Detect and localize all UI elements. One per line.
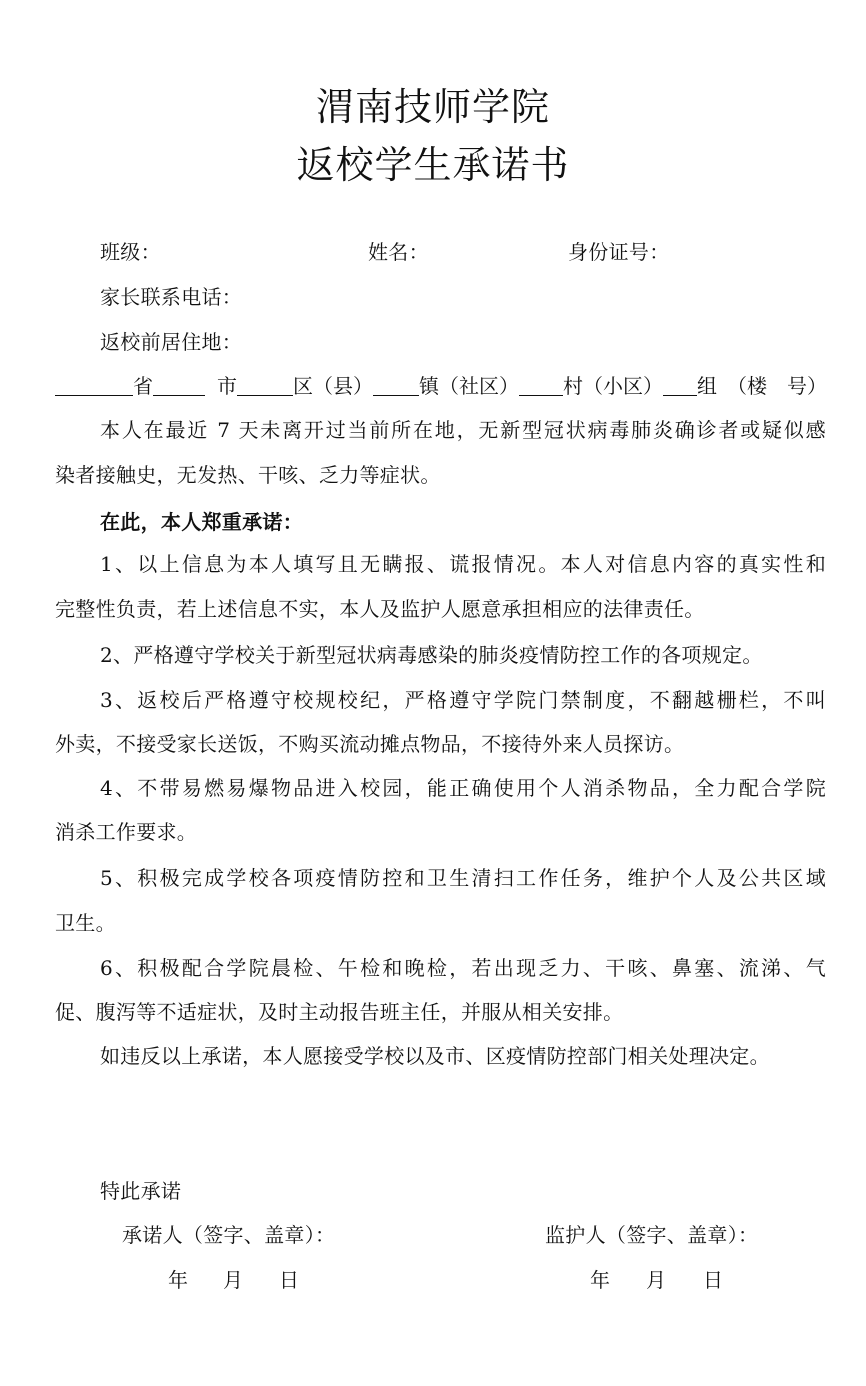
city-label: 市 xyxy=(217,374,237,398)
item-4-line-1: 4、不带易燃易爆物品进入校园，能正确使用个人消杀物品，全力配合学院 xyxy=(100,776,826,800)
special-promise-label: 特此承诺 xyxy=(100,1179,182,1203)
group-label: 组 xyxy=(697,374,717,398)
city-gap-blank xyxy=(153,375,205,396)
promiser-date-year: 年 xyxy=(168,1268,189,1292)
residence-field-label: 返校前居住地： xyxy=(100,330,243,354)
village-label: 村（小区） xyxy=(563,374,663,398)
province-label: 省 xyxy=(133,374,153,398)
closing-statement: 如违反以上承诺，本人愿接受学校以及市、区疫情防控部门相关处理决定。 xyxy=(100,1044,770,1068)
item-6-line-1: 6、积极配合学院晨检、午检和晚检，若出现乏力、干咳、鼻塞、流涕、气 xyxy=(100,956,826,980)
class-field-label: 班级： xyxy=(100,240,161,264)
district-label: 区（县） xyxy=(293,374,373,398)
building-label: （楼 号） xyxy=(727,374,827,398)
promise-heading: 在此，本人郑重承诺： xyxy=(100,510,303,534)
item-3-line-1: 3、返校后严格遵守校规校纪，严格遵守学院门禁制度，不翻越栅栏，不叫 xyxy=(100,688,826,712)
item-5-line-2: 卫生。 xyxy=(55,911,116,935)
group-blank xyxy=(663,375,697,396)
town-label: 镇（社区） xyxy=(419,374,519,398)
name-field-label: 姓名： xyxy=(368,240,429,264)
statement-line-2: 染者接触史，无发热、干咳、乏力等症状。 xyxy=(55,463,441,487)
promiser-date-day: 日 xyxy=(279,1268,300,1292)
statement-line-1: 本人在最近 7 天未离开过当前所在地，无新型冠状病毒肺炎确诊者或疑似感 xyxy=(100,418,826,442)
town-blank xyxy=(373,375,419,396)
guardian-date-day: 日 xyxy=(703,1268,724,1292)
promiser-date-month: 月 xyxy=(223,1268,244,1292)
item-2-line-1: 2、严格遵守学校关于新型冠状病毒感染的肺炎疫情防控工作的各项规定。 xyxy=(100,643,763,667)
item-4-line-2: 消杀工作要求。 xyxy=(55,820,198,844)
item-3-line-2: 外卖，不接受家长送饭，不购买流动摊点物品，不接待外来人员探访。 xyxy=(55,732,685,756)
item-1-line-2: 完整性负责，若上述信息不实，本人及监护人愿意承担相应的法律责任。 xyxy=(55,597,705,621)
address-line xyxy=(55,375,827,396)
guardian-signature-label: 监护人（签字、盖章）： xyxy=(545,1223,759,1247)
item-1-line-1: 1、以上信息为本人填写且无瞒报、谎报情况。本人对信息内容的真实性和 xyxy=(100,552,826,576)
province-blank xyxy=(55,375,133,396)
guardian-date-month: 月 xyxy=(646,1268,667,1292)
district-blank xyxy=(237,375,293,396)
village-blank xyxy=(519,375,563,396)
item-5-line-1: 5、积极完成学校各项疫情防控和卫生清扫工作任务，维护个人及公共区域 xyxy=(100,866,826,890)
guardian-date-year: 年 xyxy=(590,1268,611,1292)
school-name: 渭南技师学院 xyxy=(315,85,550,129)
parent-phone-field-label: 家长联系电话： xyxy=(100,285,243,309)
item-6-line-2: 促、腹泻等不适症状，及时主动报告班主任，并服从相关安排。 xyxy=(55,1000,624,1024)
document-title: 返校学生承诺书 xyxy=(296,143,570,187)
id-number-field-label: 身份证号： xyxy=(568,240,670,264)
promiser-signature-label: 承诺人（签字、盖章）： xyxy=(122,1223,336,1247)
